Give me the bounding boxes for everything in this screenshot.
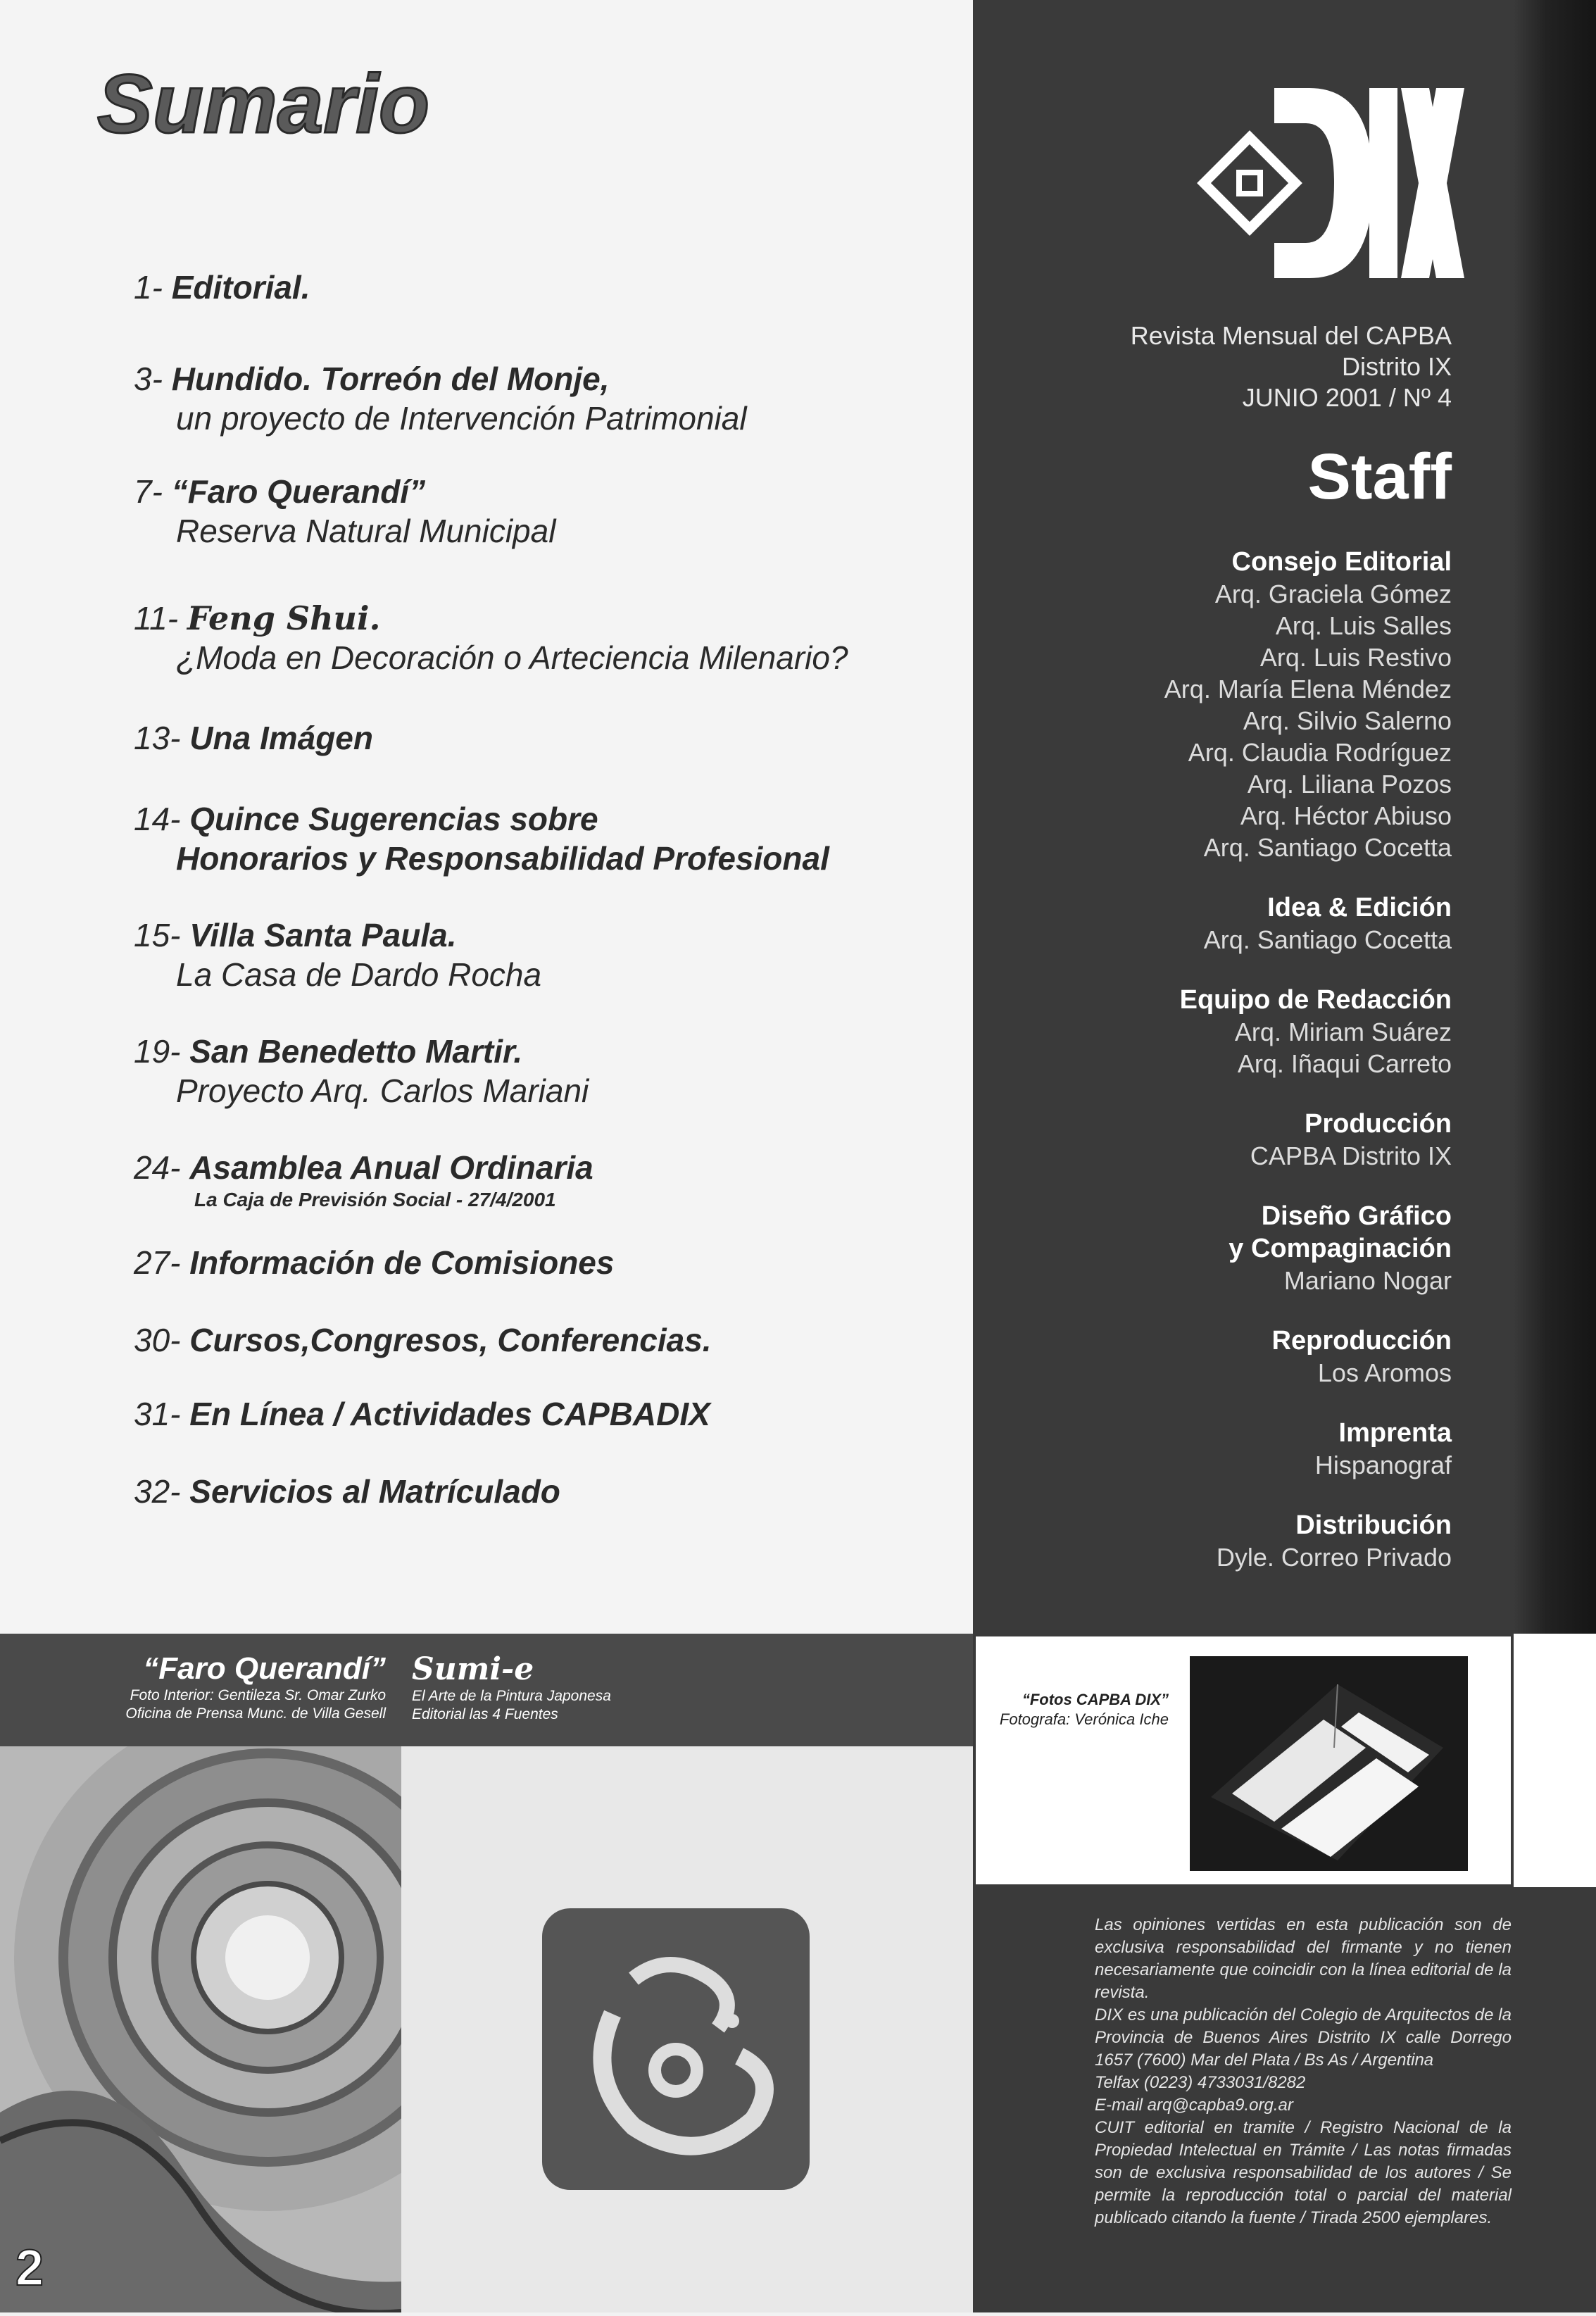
toc-item[interactable]: 15- Villa Santa Paula. La Casa de Dardo Rocha [134,917,542,993]
toc-item[interactable]: 31- En Línea / Actividades CAPBADIX [134,1396,710,1432]
staff-name: Arq. Liliana Pozos [1247,770,1452,799]
toc-item[interactable]: 3- Hundido. Torreón del Monje, un proyecto de Intervención Patrimonial [134,361,747,437]
dix-logo [1190,67,1464,299]
staff-name: Arq. Iñaqui Carreto [1237,1049,1452,1078]
toc-item[interactable]: 1- Editorial. [134,269,310,306]
staff-group [959,1325,1452,1389]
staff-role: Imprenta [1338,1418,1452,1448]
skylight-image [1190,1656,1468,1871]
staff-heading: Staff [1307,441,1452,513]
issue-date: JUNIO 2001 / Nº 4 [1242,383,1452,412]
toc-item[interactable]: 30- Cursos,Congresos, Conferencias. [134,1322,712,1358]
disclaimer-text [1095,1914,1512,2229]
staff-name: CAPBA Distrito IX [1250,1141,1452,1170]
disclaimer-phone: Telfax (0223) 4733031/8282 [1095,2073,1306,2092]
staff-group [959,1417,1452,1481]
caption-line: Foto Interior: Gentileza Sr. Omar Zurko [130,1687,386,1703]
staff-name: Arq. Héctor Abiuso [1240,801,1452,830]
staff-group [959,984,1452,1079]
staff-group [959,891,1452,956]
district: Distrito IX [1341,352,1452,381]
staff-name: Arq. Santiago Cocetta [1203,925,1452,954]
staff-group [959,1108,1452,1172]
staff-name: Arq. Claudia Rodríguez [1188,738,1452,767]
toc-item[interactable]: 27- Información de Comisiones [134,1244,615,1281]
caption-line: El Arte de la Pintura Japonesa [412,1688,611,1704]
sumie-artwork [401,1746,973,2312]
staff-role: Distribución [1295,1510,1452,1540]
staff-role: Producción [1304,1109,1452,1139]
photo-credit-title: “Fotos CAPBA DIX” [1022,1691,1169,1708]
staff-group [959,1509,1452,1573]
staff-name: Arq. Luis Salles [1275,611,1452,640]
staff-name: Arq. María Elena Méndez [1164,675,1452,703]
sumie-seal-image [401,1746,973,2312]
disclaimer-paragraph: DIX es una publicación del Colegio de Arquitectos de la Provincia de Buenos Aires Distrito IX calle Dorrego 1657 (7600) Mar del Plata / Bs As / Argentina [1095,2005,1512,2070]
toc-item[interactable]: 7- “Faro Querandí” Reserva Natural Municipal [134,473,556,549]
staff-name: Arq. Santiago Cocetta [1203,833,1452,862]
magazine-name: Revista Mensual del CAPBA [1130,321,1452,350]
spiral-staircase-photo [0,1746,401,2312]
staff-role: Idea & Edición [1267,893,1452,922]
toc-item[interactable]: 14- Quince Sugerencias sobre Honorarios y Responsabilidad Profesional [134,801,829,877]
page-title: Sumario [97,58,430,151]
toc-item[interactable]: 11- Feng Shui. ¿Moda en Decoración o Arteciencia Milenario? [134,599,848,676]
photo-credit-author: Fotografa: Verónica Iche [999,1710,1169,1728]
toc-item[interactable]: 24- Asamblea Anual Ordinaria La Caja de Previsión Social - 27/4/2001 [134,1149,593,1210]
staff-list [959,546,1452,1601]
staff-group [959,546,1452,863]
staff-role: Equipo de Redacción [1179,985,1452,1015]
staff-role: Reproducción [1271,1326,1452,1356]
staff-group [959,1200,1452,1296]
toc-item[interactable]: 13- Una Imágen [134,720,373,756]
disclaimer-email[interactable]: E-mail arq@capba9.org.ar [1095,2096,1293,2115]
page-number: 2 [15,2240,44,2296]
staff-name: Arq. Luis Restivo [1259,643,1452,672]
staff-role: y Compaginación [1229,1234,1452,1263]
caption-line: Editorial las 4 Fuentes [412,1706,558,1722]
caption-title: “Faro Querandí” [143,1651,386,1686]
staff-name: Mariano Nogar [1283,1266,1452,1295]
staff-name: Hispanograf [1314,1451,1452,1479]
caption-title: Sumi-e [412,1651,534,1687]
photo-credit [993,1690,1169,1729]
skylight-photo [1190,1656,1468,1871]
masthead-info [1131,320,1452,413]
spiral-staircase-image [0,1746,401,2312]
caption-line: Oficina de Prensa Munc. de Villa Gesell [125,1705,386,1722]
staff-name: Arq. Graciela Gómez [1214,580,1452,608]
staff-role: Diseño Gráfico [1261,1201,1452,1231]
disclaimer-paragraph: Las opiniones vertidas en esta publicación son de exclusiva responsabilidad del firmante y no tienen necesariamente que coincidir con la línea editorial de la revista. [1095,1915,1512,2002]
toc-item[interactable]: 19- San Benedetto Martir. Proyecto Arq. Carlos Mariani [134,1033,589,1109]
staff-name: Dyle. Correo Privado [1216,1543,1452,1572]
staff-role: Consejo Editorial [1231,547,1452,577]
disclaimer-paragraph: CUIT editorial en tramite / Registro Nacional de la Propiedad Intelectual en Trámite / Las notas firmadas son de exclusiva responsabilidad de los autores / Se permite la reproducción total o parcial del material publicado citando la fuente / Tirada 2500 ejemplares. [1095,2118,1512,2227]
faro-caption [76,1651,386,1723]
toc-item[interactable]: 32- Servicios al Matrículado [134,1473,560,1510]
staff-name: Arq. Miriam Suárez [1234,1018,1452,1046]
staff-name: Arq. Silvio Salerno [1243,706,1452,735]
staff-name: Los Aromos [1317,1358,1452,1387]
sumie-caption [412,1651,611,1724]
